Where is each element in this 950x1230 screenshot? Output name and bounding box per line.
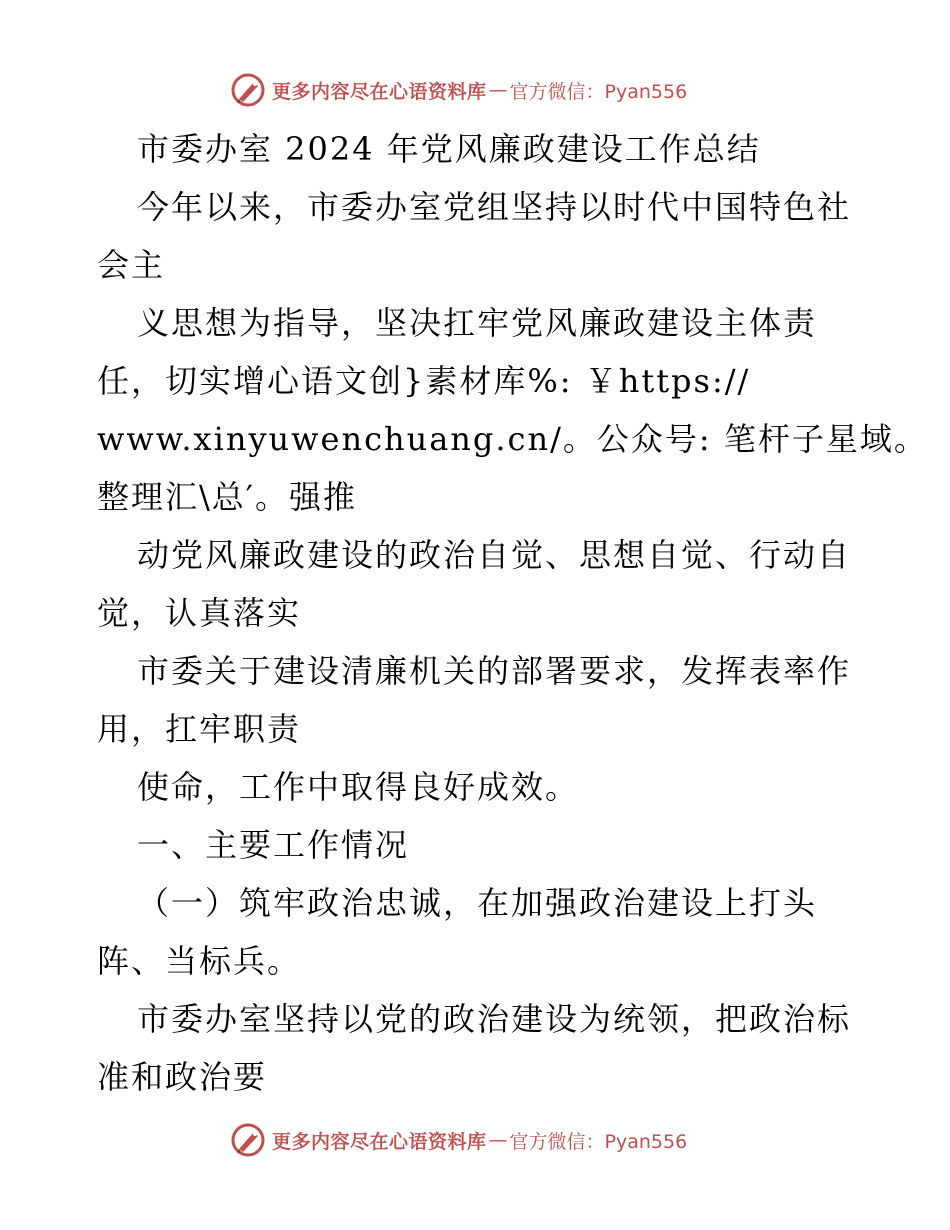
banner-separator: — — [488, 1129, 508, 1151]
banner-main-text: 更多内容尽在心语资料库 — [272, 80, 487, 103]
paragraph-line: 义思想为指导，坚决扛牢党风廉政建设主体责 — [137, 304, 818, 342]
paragraph-line: 使命，工作中取得良好成效。 — [137, 768, 580, 806]
quill-pen-logo-icon — [230, 1122, 266, 1158]
paragraph-line: 市委关于建设清廉机关的部署要求，发挥表率作 — [137, 652, 852, 690]
paragraph-line: 会主 — [97, 246, 166, 284]
header-banner — [230, 70, 687, 110]
paragraph-line: 用，扛牢职责 — [97, 710, 302, 748]
paragraph-line: 今年以来，市委办室党组坚持以时代中国特色社 — [137, 188, 852, 226]
document-body — [97, 120, 928, 1106]
quill-pen-logo-icon — [230, 72, 266, 108]
document-title: 市委办室 2024 年党风廉政建设工作总结 — [137, 130, 761, 168]
paragraph-line: 任，切实增心语文创}素材库%: ￥https:// — [97, 362, 751, 400]
section-heading: 一、主要工作情况 — [137, 826, 410, 864]
paragraph-line: 整理汇\总′。强推 — [97, 478, 358, 516]
banner-main-text: 更多内容尽在心语资料库 — [272, 1130, 487, 1153]
paragraph-line: www.xinyuwenchuang.cn/。公众号: 笔杆子星域。 — [97, 420, 928, 458]
paragraph-line: 动党风廉政建设的政治自觉、思想自觉、行动自 — [137, 536, 852, 574]
banner-contact-text: 官方微信：Pyan556 — [509, 1130, 688, 1153]
banner-contact-text: 官方微信：Pyan556 — [509, 80, 688, 103]
banner-separator: — — [488, 79, 508, 101]
paragraph-line: 市委办室坚持以党的政治建设为统领，把政治标 — [137, 1000, 852, 1038]
footer-banner — [230, 1120, 687, 1160]
paragraph-line: 阵、当标兵。 — [97, 942, 302, 980]
paragraph-line: 觉，认真落实 — [97, 594, 302, 632]
subsection-heading: （一）筑牢政治忠诚，在加强政治建设上打头 — [137, 884, 818, 922]
paragraph-line: 准和政治要 — [97, 1058, 268, 1096]
